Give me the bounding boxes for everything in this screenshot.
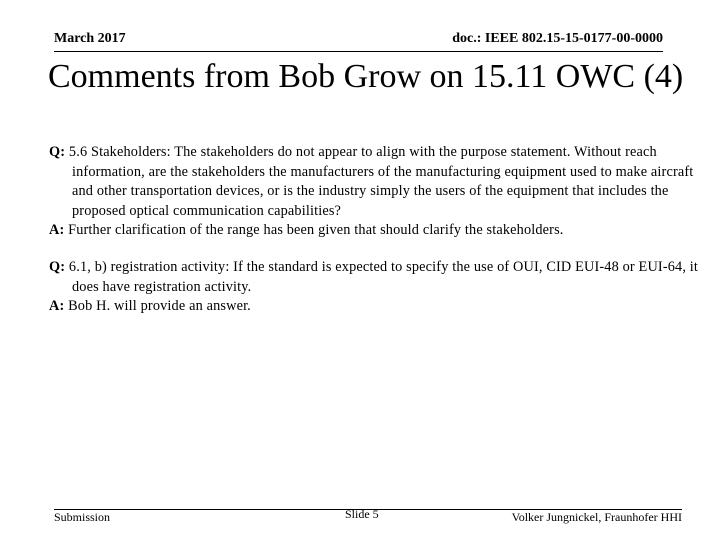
- footer-slide-number: Slide 5: [345, 507, 379, 521]
- answer-label: A:: [49, 222, 65, 238]
- slide-title: Comments from Bob Grow on 15.11 OWC (4): [48, 58, 684, 95]
- question-2: [49, 258, 709, 297]
- footer-author: Volker Jungnickel, Fraunhofer HHI: [511, 510, 682, 524]
- answer-text: Bob H. will provide an answer.: [68, 298, 251, 314]
- question-text: 6.1, b) registration activity: If the standard is expected to specify the use of OUI, CID EUI-48 or EUI-64, it does have registration activity.: [68, 259, 699, 295]
- question-label: Q:: [49, 144, 66, 160]
- answer-label: A:: [49, 298, 65, 314]
- answer-1: [49, 221, 709, 241]
- question-text: 5.6 Stakeholders: The stakeholders do not appear to align with the purpose statement. Without reach information, are the stakeholders the manufacturers of the manufacturing equipment used to make aircraft and other transportation devices, or is the industry simply the users of the equipment that includes the proposed optical communication capabilities?: [68, 144, 694, 219]
- header-divider: [54, 51, 663, 52]
- answer-text: Further clarification of the range has been given that should clarify the stakeholders.: [68, 222, 564, 238]
- header-date: March 2017: [54, 31, 126, 46]
- question-1: [49, 143, 709, 221]
- qa-block-2: [49, 258, 709, 317]
- qa-block-1: [49, 143, 709, 241]
- question-label: Q:: [49, 259, 66, 275]
- answer-2: [49, 297, 709, 317]
- header-doc-id: doc.: IEEE 802.15-15-0177-00-0000: [452, 31, 663, 46]
- footer-submission: Submission: [54, 510, 111, 524]
